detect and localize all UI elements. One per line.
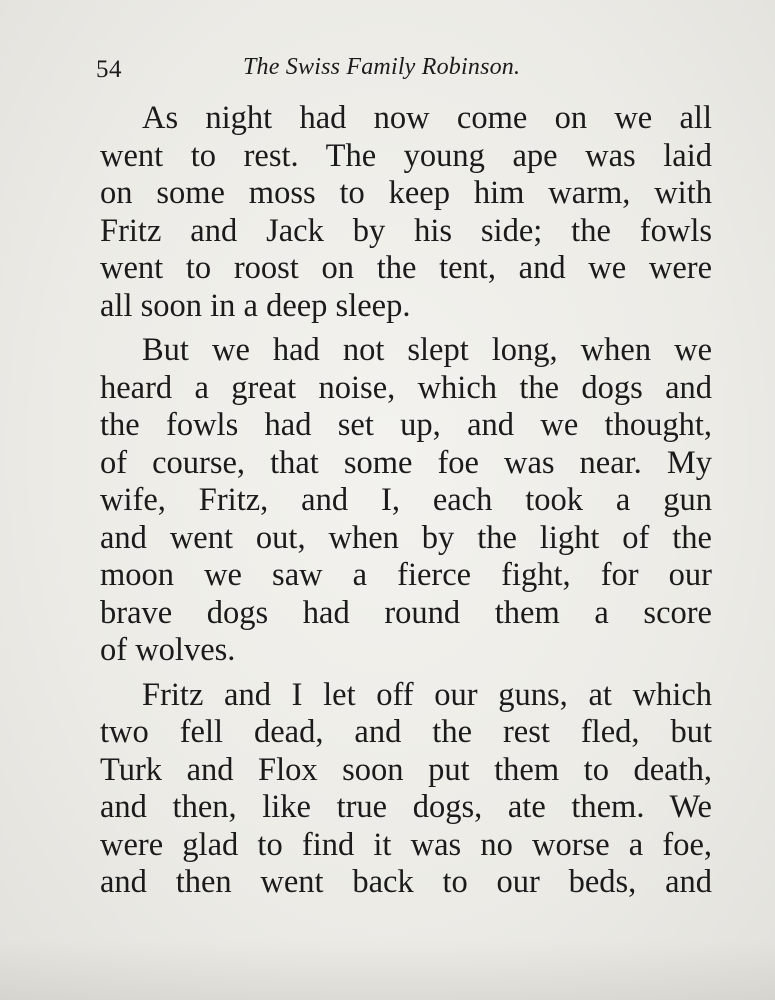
body-text <box>100 100 712 902</box>
text-line: As night had now come on we all <box>142 100 712 136</box>
paragraph-2 <box>100 332 712 670</box>
text-line: went to roost on the tent, and we were <box>100 250 712 286</box>
text-line: were glad to find it was no worse a foe, <box>100 826 712 863</box>
text-line: went to rest. The young ape was laid <box>100 137 712 174</box>
text-line: But we had not slept long, when we <box>142 332 712 368</box>
text-line: brave dogs had round them a score <box>100 594 712 631</box>
page-edge-shadow <box>0 940 775 1000</box>
text-line: Fritz and Jack by his side; the fowls <box>100 212 712 249</box>
page-number: 54 <box>96 56 122 83</box>
paragraph-1 <box>100 100 712 325</box>
text-line: of course, that some foe was near. My <box>100 444 712 481</box>
text-line: the fowls had set up, and we thought, <box>100 407 712 443</box>
text-line: all soon in a deep sleep. <box>100 287 411 324</box>
page-header <box>96 50 608 86</box>
text-line: and then went back to our beds, and <box>100 864 712 900</box>
text-line: heard a great noise, which the dogs and <box>100 369 712 406</box>
text-line: and then, like true dogs, ate them. We <box>100 789 712 825</box>
text-line: Turk and Flox soon put them to death, <box>100 751 712 788</box>
text-line: moon we saw a fierce fight, for our <box>100 557 712 593</box>
text-line: Fritz and I let off our guns, at which <box>142 676 712 713</box>
paragraph-3 <box>100 677 712 902</box>
text-line: on some moss to keep him warm, with <box>100 175 712 211</box>
text-line: and went out, when by the light of the <box>100 519 712 556</box>
text-line: wife, Fritz, and I, each took a gun <box>100 482 712 518</box>
running-title: The Swiss Family Robinson. <box>243 54 521 80</box>
text-line: two fell dead, and the rest fled, but <box>100 714 712 750</box>
text-line: of wolves. <box>100 632 236 668</box>
